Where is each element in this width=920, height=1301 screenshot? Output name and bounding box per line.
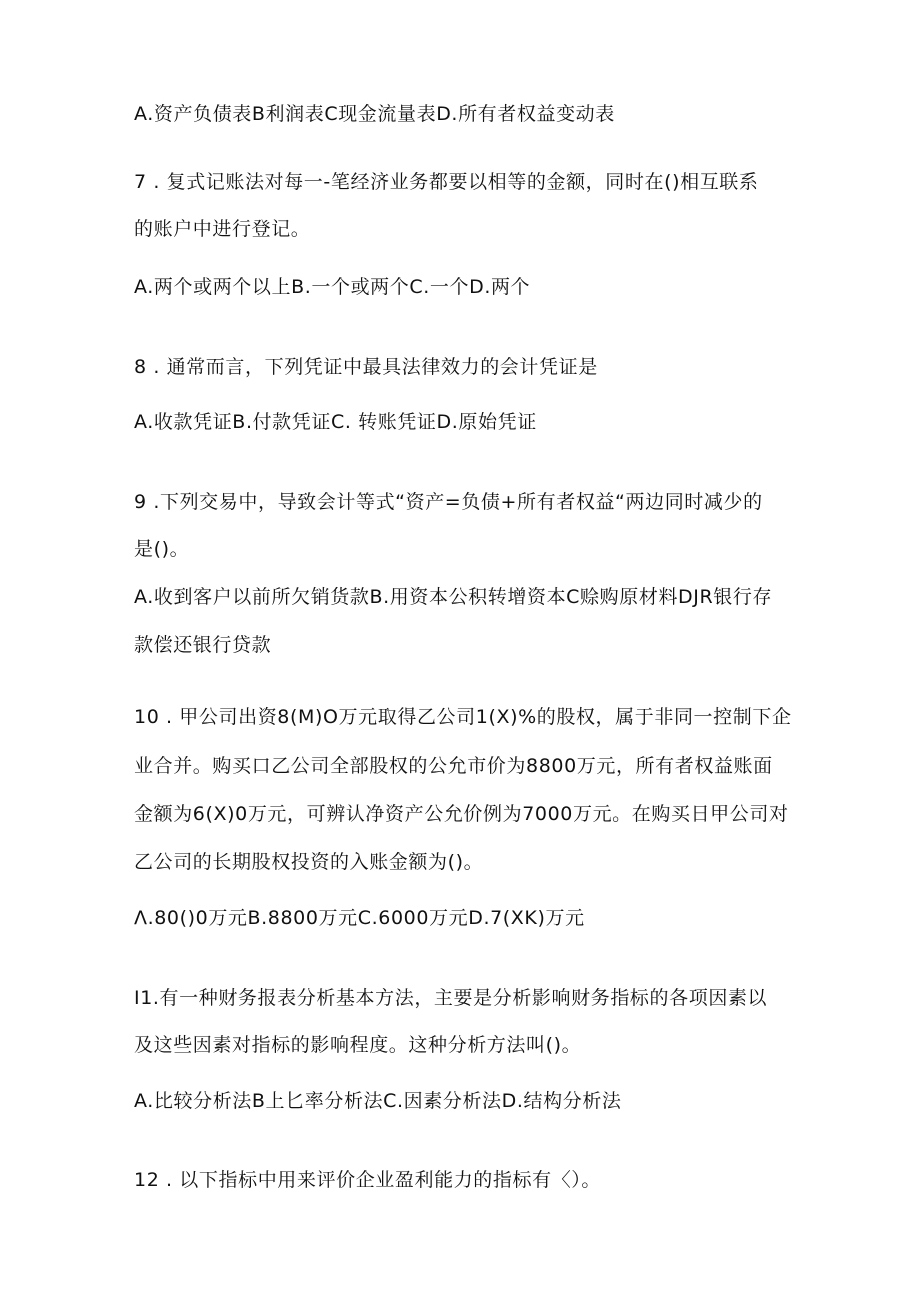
option-line-q9-2: 款偿还银行贷款 bbox=[134, 634, 272, 656]
option-line-q9-1: A.收到客户以前所欠销货款B.用资本公积转增资本C赊购原材料DJR银行存 bbox=[134, 586, 773, 608]
question-8-line-1: 8 . 通常而言，下列凭证中最具法律效力的会计凭证是 bbox=[134, 356, 598, 378]
option-line-q11: A.比较分析法B上匕率分析法C.因素分析法D.结构分析法 bbox=[134, 1090, 622, 1112]
question-10-line-3: 金额为6(X)0万元，可辨认净资产公允价例为7000万元。在购买日甲公司对 bbox=[134, 803, 789, 825]
question-9-line-2: 是()。 bbox=[134, 538, 190, 560]
question-7-line-2: 的账户中进行登记。 bbox=[134, 218, 311, 240]
question-10-line-2: 业合并。购买口乙公司全部股权的公允市价为8800万元，所有者权益账面 bbox=[134, 755, 773, 777]
option-line-q8: A.收款凭证B.付款凭证C. 转账凭证D.原始凭证 bbox=[134, 411, 537, 433]
option-line-q7: A.两个或两个以上B.一个或两个C.一个D.两个 bbox=[134, 276, 531, 298]
option-line-q6: A.资产负债表B利润表C现金流量表D.所有者权益变动表 bbox=[134, 103, 615, 125]
option-line-q10: Λ.80()0万元B.8800万元C.6000万元D.7(XK)万元 bbox=[134, 907, 585, 929]
question-9-line-1: 9 .下列交易中，导致会计等式“资产=负债+所有者权益“两边同时减少的 bbox=[134, 491, 763, 513]
question-10-line-1: 10 . 甲公司出资8(M)O万元取得乙公司1(X)%的股权，属于非同一控制下企 bbox=[134, 706, 792, 728]
question-7-line-1: 7 . 复式记账法对每一-笔经济业务都要以相等的金额，同时在()相互联系 bbox=[134, 171, 759, 193]
question-12-line-1: 12 . 以下指标中用来评价企业盈利能力的指标有〈）。 bbox=[134, 1169, 601, 1191]
question-11-line-2: 及这些因素对指标的影响程度。这种分析方法叫()。 bbox=[134, 1034, 582, 1056]
question-10-line-4: 乙公司的长期股权投资的入账金额为()。 bbox=[134, 851, 484, 873]
question-11-line-1: I1.有一种财务报表分析基本方法，主要是分析影响财务指标的各项因素以 bbox=[134, 987, 768, 1009]
